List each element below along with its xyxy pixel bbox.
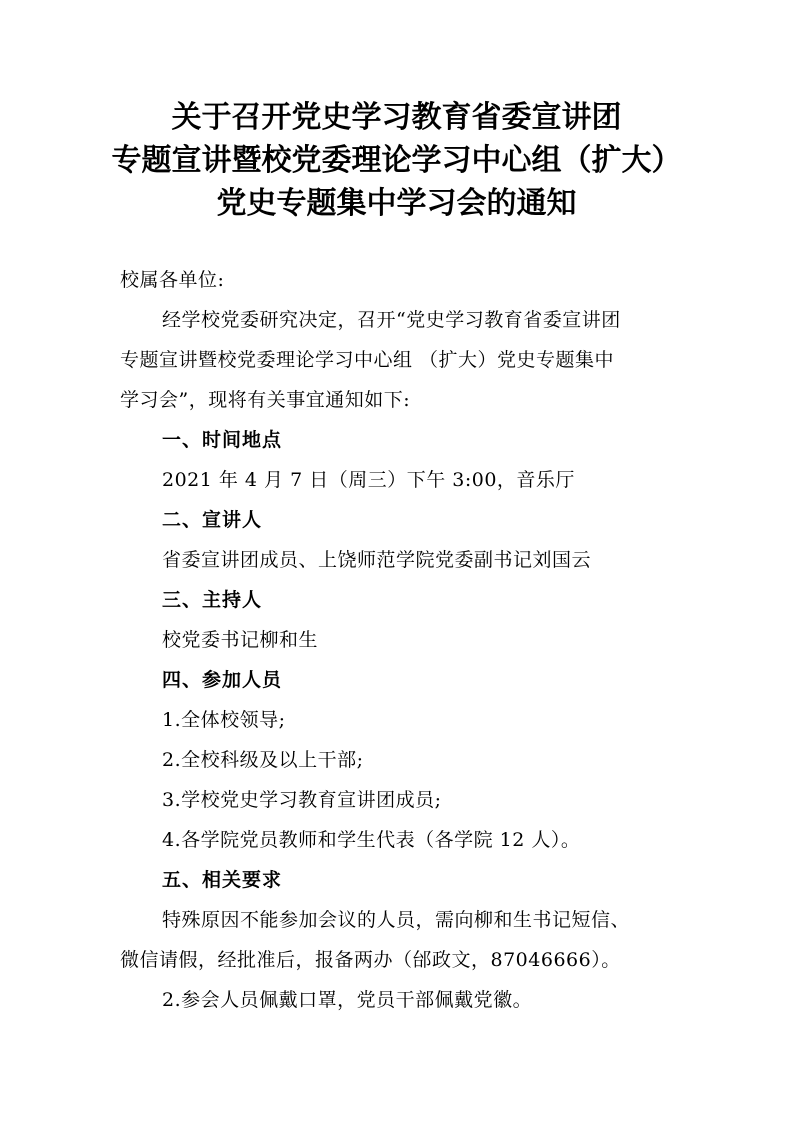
section-heading-speaker: 二、宣讲人: [162, 509, 263, 531]
attendee-item: 4.各学院党员教师和学生代表（各学院 12 人）。: [162, 829, 581, 851]
salutation: 校属各单位:: [120, 269, 225, 291]
time-place-text: 2021 年 4 月 7 日（周三）下午 3:00，音乐厅: [162, 469, 575, 491]
host-text: 校党委书记柳和生: [162, 629, 319, 651]
section-heading-attendees: 四、参加人员: [162, 669, 283, 691]
title-line-1: 关于召开党史学习教育省委宣讲团: [171, 100, 622, 135]
section-heading-time-place: 一、时间地点: [162, 429, 283, 451]
requirement-1-line-1: 特殊原因不能参加会议的人员，需向柳和生书记短信、: [162, 909, 631, 931]
requirement-1-line-2: 微信请假，经批准后，报备两办（邰政文，87046666）。: [120, 949, 621, 971]
section-heading-requirements: 五、相关要求: [162, 869, 283, 891]
requirement-2: 2.参会人员佩戴口罩，党员干部佩戴党徽。: [162, 989, 533, 1011]
intro-line-1: 经学校党委研究决定，召开“党史学习教育省委宣讲团: [162, 309, 621, 331]
attendee-item: 3.学校党史学习教育宣讲团成员;: [162, 789, 442, 811]
intro-line-3: 学习会”，现将有关事宜通知如下:: [120, 389, 411, 411]
title-line-3: 党史专题集中学习会的通知: [216, 186, 577, 221]
attendee-item: 2.全校科级及以上干部;: [162, 749, 364, 771]
attendee-item: 1.全体校领导;: [162, 709, 286, 731]
speaker-text: 省委宣讲团成员、上饶师范学院党委副书记刘国云: [162, 549, 592, 571]
section-heading-host: 三、主持人: [162, 589, 263, 611]
intro-line-2: 专题宣讲暨校党委理论学习中心组 （扩大）党史专题集中: [120, 349, 615, 371]
title-line-2: 专题宣讲暨校党委理论学习中心组（扩大）: [111, 143, 682, 178]
